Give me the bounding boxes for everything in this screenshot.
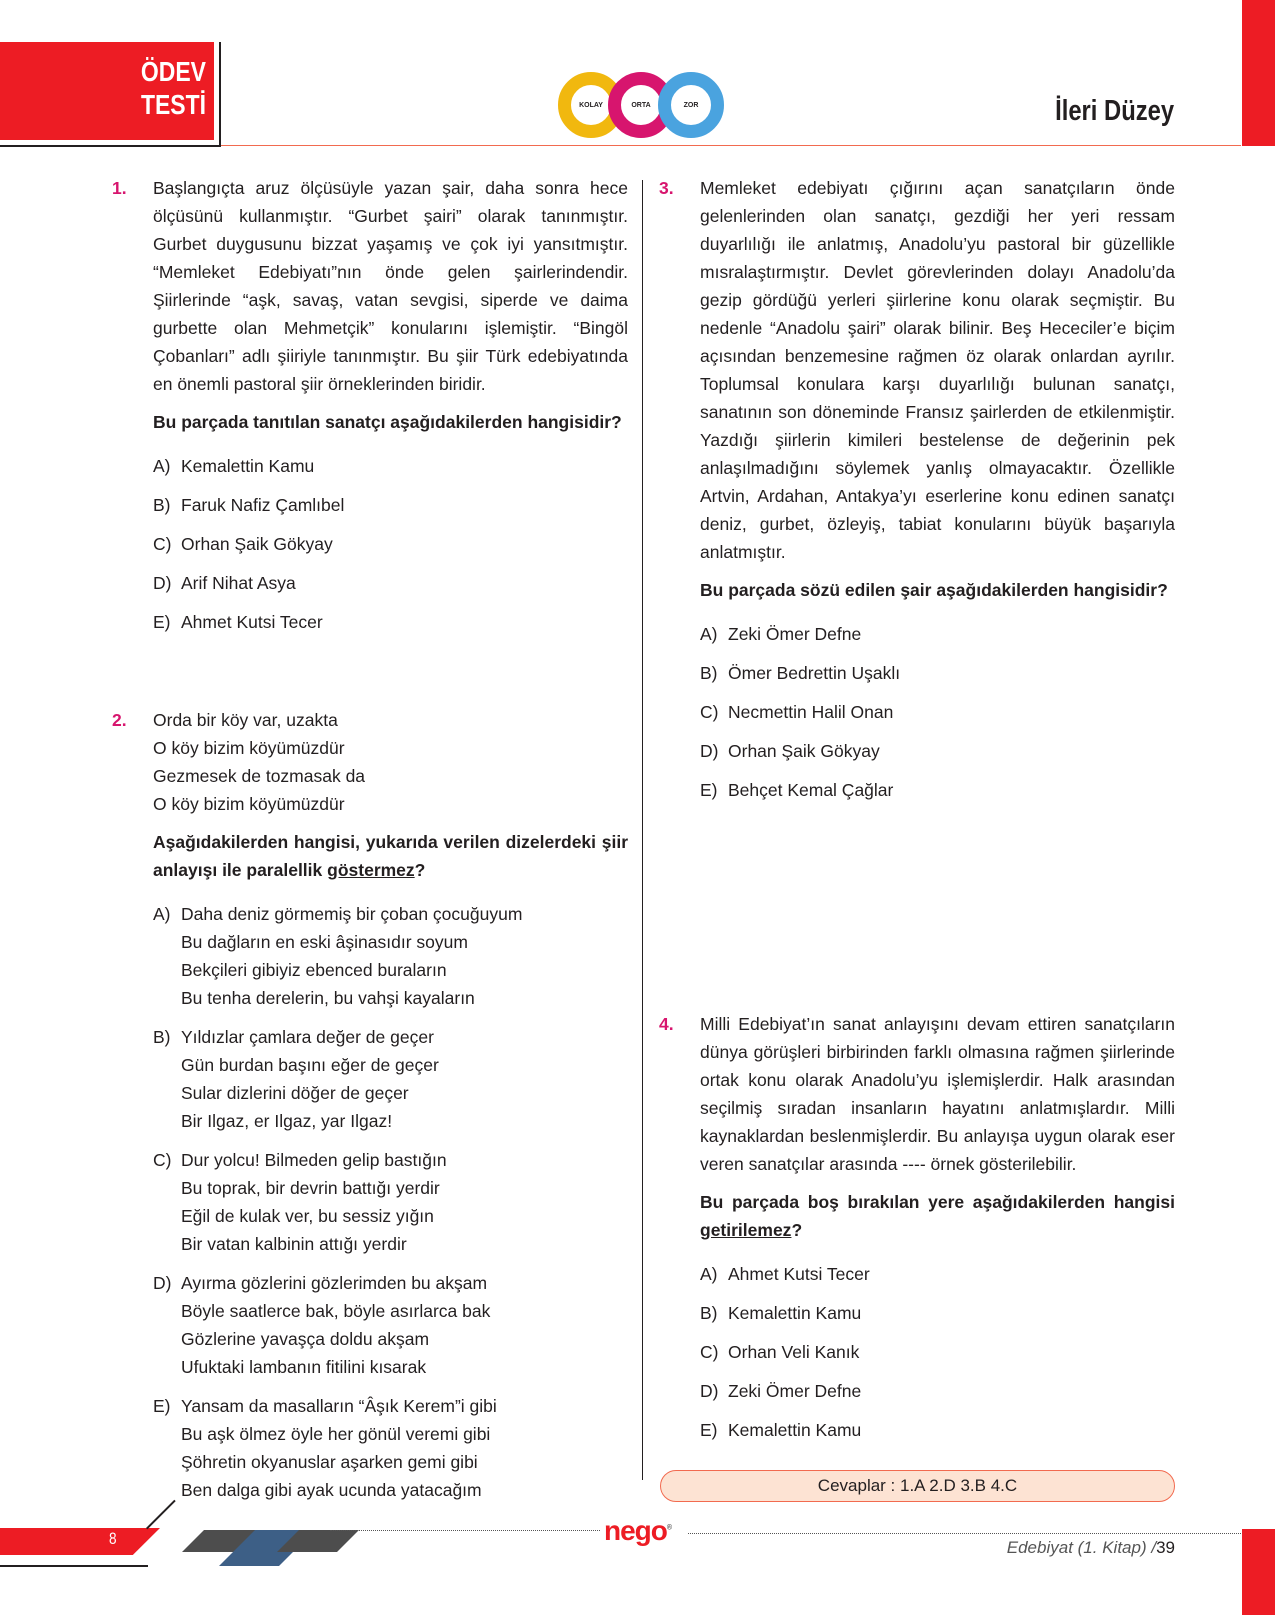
option-d[interactable]: D) Arif Nihat Asya	[153, 573, 296, 593]
option-b[interactable]: B) Faruk Nafiz Çamlıbel	[153, 495, 345, 515]
left-column	[112, 174, 628, 1515]
options	[153, 900, 628, 1504]
option-e[interactable]: E) Behçet Kemal Çağlar	[700, 780, 894, 800]
option-a[interactable]: A) Zeki Ömer Defne	[700, 624, 862, 644]
option-d[interactable]: D) Zeki Ömer Defne	[700, 1381, 862, 1401]
option-c[interactable]: C) Orhan Şaik Gökyay	[153, 534, 333, 554]
footer-page-tab	[0, 1528, 160, 1555]
footer-underline	[0, 1565, 148, 1567]
book-reference: Edebiyat (1. Kitap) /39	[1006, 1538, 1175, 1557]
header-divider	[221, 145, 1241, 146]
question-text: Memleket edebiyatı çığırını açan sanatçıların önde gelenlerinden olan sanatçı, gezdiği her yeri ressam duyarlılığı ile anlatmış, Anadolu’yu pastoral bir güzellikle mısralaştırmıştır. Devlet görevlerinden dolayı Anadolu’da gezip gördüğü yerleri şiirlerine konu olarak seçmiştir. Bu nedenle “Anadolu şairi” olarak bilinir. Beş Hececiler’e biçim açısından benzemesine rağmen öz olarak onlardan ayrılır. Toplumsal konulara karşı duyarlılığı bulunan sanatçı, sanatının son döneminde Fransız şairlerden de etkilenmiştir. Yazdığı şiirlerin kimileri bestelense de değerinin pek anlaşılmadığını söylemek yanlış olmayacaktır. Özellikle Artvin, Ardahan, Antakya’yı eserlerine konu edinen sanatçı deniz, gurbet, özleyiş, tabiat konularını büyük başarıyla anlatmıştır.	[700, 178, 1175, 562]
ring-zor: ZOR	[658, 72, 724, 138]
option-e[interactable]: E) Yansam da masalların “Âşık Kerem”i gibi Bu aşk ölmez öyle her gönül veremi gibi Şöhretin okyanuslar aşarken gemi gibi Ben dalga gibi ayak ucunda yatacağım	[153, 1396, 497, 1500]
option-b[interactable]: B) Ömer Bedrettin Uşaklı	[700, 663, 901, 683]
question-text: Milli Edebiyat’ın sanat anlayışını devam ettiren sanatçıların dünya görüşleri birbirinden farklı olmasına rağmen şiirlerinde ortak konu olarak Anadolu’yu işlemişlerdir. Halk arasından seçilmiş sıradan insanların hayatını anlatmışlardır. Milli kaynaklardan beslenmişlerdir. Bu anlayışa uygun olarak eser veren sanatçılar arasında ---- örnek gösterilebilir.	[700, 1014, 1175, 1174]
option-b[interactable]: B) Yıldızlar çamlara değer de geçer Gün burdan başını eğer de geçer Sular dizlerini döğer de geçer Bir Ilgaz, er Ilgaz, yar Ilgaz!	[153, 1027, 439, 1131]
option-a[interactable]: A) Daha deniz görmemiş bir çoban çocuğuyum Bu dağların en eski âşinasıdır soyum Bekçileri gibiyiz ebenced buraların Bu tenha derelerin, bu vahşi kayaların	[153, 904, 523, 1008]
header-corner-tab	[1242, 0, 1275, 146]
question-text: Başlangıçta aruz ölçüsüyle yazan şair, daha sonra hece ölçüsünü kullanmıştır. “Gurbet şairi” olarak tanınmıştır. Gurbet duygusunu bizzat yaşamış ve çok iyi yansıtmıştır. “Memleket Edebiyatı”nın önde gelen şairlerindendir. Şiirlerinde “aşk, savaş, vatan sevgisi, siperde ve daima gurbette olan Mehmetçik” konularını işlemiştir. “Bingöl Çobanları” adlı şiiriyle tanınmıştır. Bu şiir Türk edebiyatında en önemli pastoral şiir örneklerinden biridir.	[153, 178, 628, 394]
footer-dotted-line	[330, 1530, 600, 1531]
option-c[interactable]: C) Dur yolcu! Bilmeden gelip bastığın Bu toprak, bir devrin battığı yerdir Eğil de kulak ver, bu sessiz yığın Bir vatan kalbinin attığı yerdir	[153, 1150, 447, 1254]
option-d[interactable]: D) Ayırma gözlerini gözlerimden bu akşam Böyle saatlerce bak, böyle asırlarca bak Gözlerine yavaşça doldu akşam Ufuktaki lambanın fitilini kısarak	[153, 1273, 491, 1377]
difficulty-rings	[558, 72, 723, 140]
footer-dotted-line	[688, 1533, 1243, 1534]
question-prompt: Bu parçada tanıtılan sanatçı aşağıdakilerden hangisidir?	[153, 412, 622, 432]
question-number: 1.	[112, 178, 127, 198]
page-number: 8	[108, 1529, 117, 1548]
question-prompt: Bu parçada boş bırakılan yere aşağıdakilerden hangisi getirilemez?	[700, 1192, 1175, 1240]
question-prompt: Bu parçada sözü edilen şair aşağıdakilerden hangisidir?	[700, 580, 1168, 600]
option-a[interactable]: A) Kemalettin Kamu	[153, 456, 315, 476]
answer-key: Cevaplar : 1.A 2.D 3.B 4.C	[660, 1470, 1175, 1502]
question-number: 3.	[659, 178, 674, 198]
option-c[interactable]: C) Necmettin Halil Onan	[700, 702, 894, 722]
options	[700, 620, 1175, 804]
question-number: 2.	[112, 710, 127, 730]
option-b[interactable]: B) Kemalettin Kamu	[700, 1303, 862, 1323]
option-e[interactable]: E) Kemalettin Kamu	[700, 1420, 862, 1440]
question-1	[112, 174, 628, 636]
test-title	[127, 55, 206, 121]
option-a[interactable]: A) Ahmet Kutsi Tecer	[700, 1264, 870, 1284]
question-prompt: Aşağıdakilerden hangisi, yukarıda verilen dizelerdeki şiir anlayışı ile paralellik göstermez?	[153, 832, 628, 880]
options	[700, 1260, 1175, 1444]
ring-orta: ORTA	[608, 72, 674, 138]
footer-corner-tab	[1242, 1529, 1275, 1615]
option-d[interactable]: D) Orhan Şaik Gökyay	[700, 741, 880, 761]
question-2	[112, 706, 628, 1504]
test-title-line2: TESTİ	[140, 89, 206, 120]
difficulty-level: İleri Düzey	[1055, 95, 1174, 127]
column-divider	[642, 180, 643, 1480]
ring-kolay: KOLAY	[558, 72, 624, 138]
test-title-line1: ÖDEV	[140, 56, 206, 87]
right-column	[659, 174, 1175, 1440]
question-poem: Orda bir köy var, uzakta O köy bizim köyümüzdür Gezmesek de tozmasak da O köy bizim köyümüzdür	[153, 710, 366, 814]
option-c[interactable]: C) Orhan Veli Kanık	[700, 1342, 860, 1362]
question-4	[659, 1010, 1175, 1455]
option-e[interactable]: E) Ahmet Kutsi Tecer	[153, 612, 323, 632]
publisher-logo: nego®	[604, 1515, 672, 1546]
options	[153, 452, 628, 636]
question-3	[659, 174, 1175, 804]
question-number: 4.	[659, 1014, 674, 1034]
